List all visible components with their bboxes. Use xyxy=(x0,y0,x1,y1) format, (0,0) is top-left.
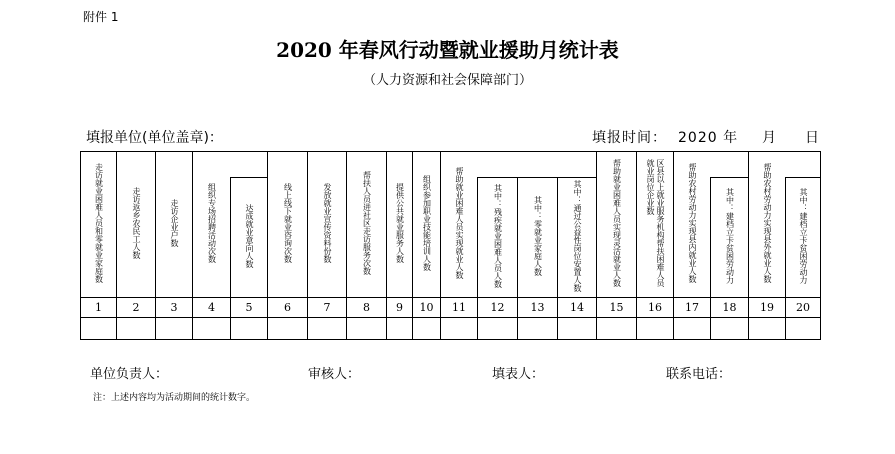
data-cell[interactable] xyxy=(193,318,231,340)
column-header: 其中：零就业家庭人数 xyxy=(533,195,543,276)
column-header: 发放就业宣传资料份数 xyxy=(323,182,332,263)
data-cell[interactable] xyxy=(413,318,441,340)
statistics-table xyxy=(80,151,821,340)
column-number: 1 xyxy=(81,298,117,318)
data-cell[interactable] xyxy=(347,318,387,340)
data-cell[interactable] xyxy=(518,318,558,340)
filler-label: 填表人： xyxy=(492,367,545,382)
column-number: 14 xyxy=(558,298,597,318)
column-number: 9 xyxy=(387,298,413,318)
column-number: 16 xyxy=(637,298,674,318)
column-header: 区县以上就业服务机构帮扶困难人员就业岗位企业数 xyxy=(646,158,665,287)
attachment-label: 附件 1 xyxy=(83,10,119,24)
data-cell[interactable] xyxy=(674,318,711,340)
column-number: 20 xyxy=(786,298,821,318)
data-cell[interactable] xyxy=(441,318,478,340)
page-subtitle: （人力资源和社会保障部门） xyxy=(362,73,532,88)
column-header: 线上线下就业咨询次数 xyxy=(283,182,293,263)
column-header: 组织专场招聘活动次数 xyxy=(207,182,217,263)
data-cell[interactable] xyxy=(81,318,117,340)
unit-head-label: 单位负责人： xyxy=(90,367,169,382)
data-cell[interactable] xyxy=(387,318,413,340)
column-number: 3 xyxy=(156,298,193,318)
column-header: 帮助农村劳动力实现县内就业人数 xyxy=(688,162,697,283)
data-cell[interactable] xyxy=(231,318,268,340)
table-row xyxy=(81,318,821,340)
filing-year: 2020 年 xyxy=(678,130,739,146)
column-number: 10 xyxy=(413,298,441,318)
column-header: 帮助就业困难人员实现灵活就业人数 xyxy=(612,158,622,287)
column-number: 11 xyxy=(441,298,478,318)
filing-time-label: 填报时间： xyxy=(592,130,667,146)
column-number: 5 xyxy=(231,298,268,318)
column-header: 提供公共就业服务人数 xyxy=(395,182,405,263)
column-number-row xyxy=(81,298,821,318)
column-header: 组织参加职业技能培训人数 xyxy=(422,174,432,271)
data-cell[interactable] xyxy=(308,318,347,340)
column-header: 走访返乡农民工人数 xyxy=(132,186,141,259)
column-number: 2 xyxy=(117,298,156,318)
column-header: 其中：残疾就业困难人员人数 xyxy=(493,183,503,288)
column-header: 走访企业户数 xyxy=(170,198,179,247)
column-header: 帮助就业困难人员实现就业人数 xyxy=(455,166,464,279)
column-number: 19 xyxy=(749,298,786,318)
data-cell[interactable] xyxy=(558,318,597,340)
data-cell[interactable] xyxy=(117,318,156,340)
data-cell[interactable] xyxy=(786,318,821,340)
month-label: 月 xyxy=(762,130,776,146)
data-cell[interactable] xyxy=(749,318,786,340)
column-number: 15 xyxy=(597,298,637,318)
data-cell[interactable] xyxy=(597,318,637,340)
column-number: 17 xyxy=(674,298,711,318)
column-header: 帮助农村劳动力实现县外就业人数 xyxy=(763,162,772,283)
column-header: 其中：建档立卡贫困劳动力 xyxy=(799,187,808,284)
column-header: 其中：建档立卡贫困劳动力 xyxy=(725,187,735,284)
column-header: 帮扶人员进社区走访服务次数 xyxy=(362,170,372,275)
column-number: 4 xyxy=(193,298,231,318)
column-number: 12 xyxy=(478,298,518,318)
column-number: 18 xyxy=(711,298,749,318)
column-number: 7 xyxy=(308,298,347,318)
data-cell[interactable] xyxy=(268,318,308,340)
column-number: 6 xyxy=(268,298,308,318)
phone-label: 联系电话： xyxy=(666,367,732,382)
data-cell[interactable] xyxy=(637,318,674,340)
footnote: 注：上述内容均为活动期间的统计数字。 xyxy=(93,393,256,403)
column-header: 其中：通过公益性岗位安置人数 xyxy=(573,179,582,292)
reviewer-label: 审核人： xyxy=(308,367,361,382)
filing-unit-label: 填报单位(单位盖章)： xyxy=(86,130,223,146)
day-label: 日 xyxy=(805,130,819,146)
column-header: 达成就业意向人数 xyxy=(245,203,254,268)
column-number: 13 xyxy=(518,298,558,318)
data-cell[interactable] xyxy=(478,318,518,340)
page-title: 2020 年春风行动暨就业援助月统计表 xyxy=(276,38,619,62)
column-header: 走访就业困难人员和零就业家庭数 xyxy=(94,162,104,283)
data-cell[interactable] xyxy=(711,318,749,340)
column-number: 8 xyxy=(347,298,387,318)
data-cell[interactable] xyxy=(156,318,193,340)
